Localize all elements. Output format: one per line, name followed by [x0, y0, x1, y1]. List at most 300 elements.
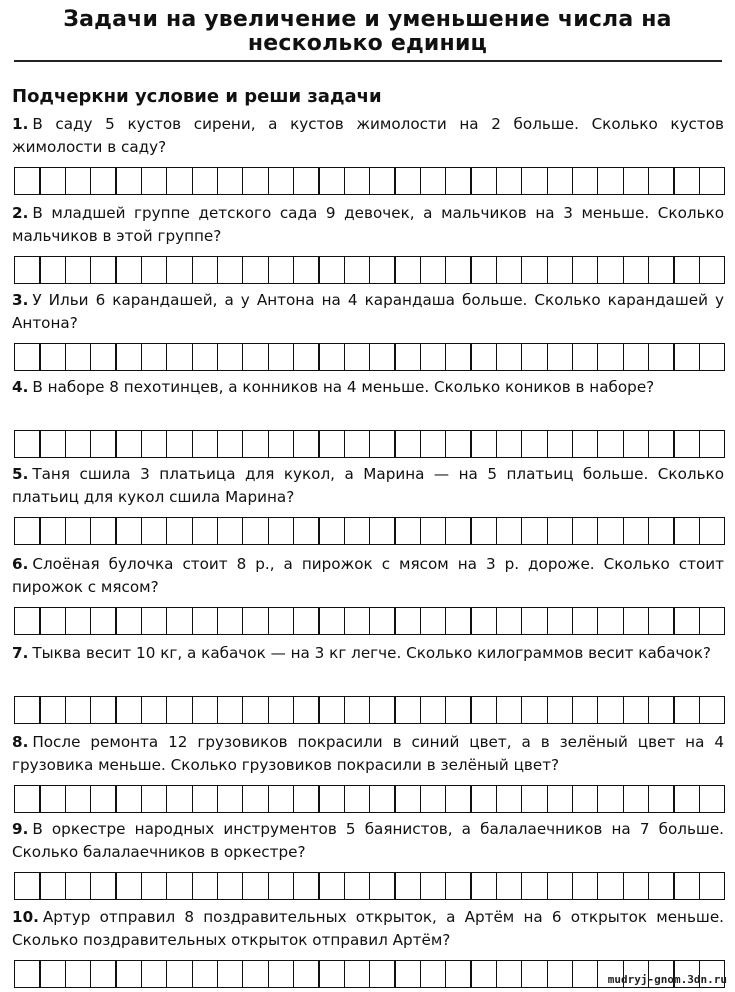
- answer-cell[interactable]: [420, 430, 447, 458]
- problem-7: [12, 642, 724, 724]
- answer-cell[interactable]: [623, 430, 650, 458]
- answer-cell[interactable]: [115, 872, 142, 900]
- answer-cell[interactable]: [648, 785, 675, 813]
- answer-cell[interactable]: [141, 256, 168, 284]
- answer-cell[interactable]: [470, 872, 497, 900]
- answer-cell[interactable]: [115, 785, 142, 813]
- answer-cell[interactable]: [572, 343, 599, 371]
- answer-cell[interactable]: [496, 785, 523, 813]
- answer-cell[interactable]: [420, 607, 447, 635]
- answer-cell[interactable]: [192, 167, 219, 195]
- answer-cell[interactable]: [318, 696, 345, 724]
- answer-cell[interactable]: [293, 167, 320, 195]
- answer-cell[interactable]: [192, 960, 219, 988]
- answer-cell[interactable]: [521, 256, 548, 284]
- answer-cell[interactable]: [90, 872, 117, 900]
- answer-cell[interactable]: [192, 872, 219, 900]
- problem-text: [12, 463, 724, 509]
- answer-cell[interactable]: [115, 696, 142, 724]
- answer-cell[interactable]: [597, 607, 624, 635]
- answer-cell[interactable]: [166, 343, 193, 371]
- answer-cell[interactable]: [65, 343, 92, 371]
- answer-cell[interactable]: [470, 430, 497, 458]
- answer-cell[interactable]: [141, 872, 168, 900]
- answer-cell[interactable]: [597, 872, 624, 900]
- answer-grid[interactable]: [14, 517, 724, 545]
- answer-cell[interactable]: [14, 256, 41, 284]
- answer-cell[interactable]: [547, 343, 574, 371]
- answer-cell[interactable]: [369, 872, 396, 900]
- answer-cell[interactable]: [318, 607, 345, 635]
- answer-cell[interactable]: [242, 607, 269, 635]
- answer-cell[interactable]: [623, 167, 650, 195]
- answer-cell[interactable]: [14, 607, 41, 635]
- answer-cell[interactable]: [14, 430, 41, 458]
- answer-cell[interactable]: [115, 343, 142, 371]
- answer-cell[interactable]: [547, 517, 574, 545]
- answer-cell[interactable]: [572, 256, 599, 284]
- answer-cell[interactable]: [496, 696, 523, 724]
- answer-cell[interactable]: [293, 256, 320, 284]
- answer-cell[interactable]: [192, 430, 219, 458]
- answer-cell[interactable]: [293, 607, 320, 635]
- answer-cell[interactable]: [369, 696, 396, 724]
- answer-cell[interactable]: [217, 872, 244, 900]
- answer-cell[interactable]: [420, 872, 447, 900]
- problem-number: 10.: [12, 908, 39, 926]
- answer-cell[interactable]: [623, 696, 650, 724]
- answer-cell[interactable]: [369, 167, 396, 195]
- answer-cell[interactable]: [547, 696, 574, 724]
- answer-cell[interactable]: [648, 696, 675, 724]
- problem-number: 9.: [12, 820, 29, 838]
- answer-cell[interactable]: [65, 167, 92, 195]
- answer-cell[interactable]: [521, 872, 548, 900]
- answer-cell[interactable]: [344, 960, 371, 988]
- answer-cell[interactable]: [65, 960, 92, 988]
- answer-cell[interactable]: [268, 167, 295, 195]
- answer-cell[interactable]: [90, 517, 117, 545]
- answer-cell[interactable]: [268, 256, 295, 284]
- answer-cell[interactable]: [369, 607, 396, 635]
- answer-cell[interactable]: [445, 607, 472, 635]
- answer-cell[interactable]: [242, 960, 269, 988]
- answer-cell[interactable]: [141, 785, 168, 813]
- answer-cell[interactable]: [242, 167, 269, 195]
- answer-grid[interactable]: [14, 430, 724, 458]
- answer-cell[interactable]: [268, 872, 295, 900]
- answer-cell[interactable]: [39, 785, 66, 813]
- answer-cell[interactable]: [648, 167, 675, 195]
- answer-cell[interactable]: [14, 167, 41, 195]
- problem-text: [12, 376, 724, 422]
- answer-cell[interactable]: [39, 872, 66, 900]
- answer-cell[interactable]: [572, 872, 599, 900]
- answer-cell[interactable]: [318, 872, 345, 900]
- answer-cell[interactable]: [217, 167, 244, 195]
- title-line-2: несколько единиц: [247, 31, 488, 56]
- answer-cell[interactable]: [268, 696, 295, 724]
- answer-grid[interactable]: [14, 607, 724, 635]
- answer-cell[interactable]: [141, 430, 168, 458]
- answer-cell[interactable]: [445, 256, 472, 284]
- answer-cell[interactable]: [115, 517, 142, 545]
- answer-cell[interactable]: [369, 960, 396, 988]
- answer-cell[interactable]: [547, 960, 574, 988]
- answer-cell[interactable]: [318, 785, 345, 813]
- answer-cell[interactable]: [344, 517, 371, 545]
- problem-6: [12, 553, 724, 635]
- answer-cell[interactable]: [699, 343, 726, 371]
- answer-cell[interactable]: [14, 785, 41, 813]
- answer-cell[interactable]: [65, 517, 92, 545]
- answer-cell[interactable]: [673, 430, 700, 458]
- answer-cell[interactable]: [39, 696, 66, 724]
- answer-cell[interactable]: [547, 785, 574, 813]
- answer-cell[interactable]: [293, 517, 320, 545]
- answer-cell[interactable]: [344, 785, 371, 813]
- answer-cell[interactable]: [293, 430, 320, 458]
- answer-cell[interactable]: [318, 343, 345, 371]
- answer-cell[interactable]: [597, 696, 624, 724]
- answer-cell[interactable]: [90, 607, 117, 635]
- answer-cell[interactable]: [394, 607, 421, 635]
- answer-cell[interactable]: [394, 167, 421, 195]
- answer-cell[interactable]: [293, 960, 320, 988]
- answer-cell[interactable]: [242, 872, 269, 900]
- answer-cell[interactable]: [623, 607, 650, 635]
- answer-cell[interactable]: [14, 872, 41, 900]
- answer-cell[interactable]: [673, 696, 700, 724]
- answer-cell[interactable]: [166, 517, 193, 545]
- problem-statement: Таня сшила 3 платьица для кукол, а Марина — на 5 платьиц больше. Сколько платьиц для кукол сшила Марина?: [12, 465, 724, 506]
- answer-cell[interactable]: [293, 872, 320, 900]
- answer-cell[interactable]: [572, 960, 599, 988]
- answer-cell[interactable]: [470, 696, 497, 724]
- answer-cell[interactable]: [445, 785, 472, 813]
- answer-cell[interactable]: [115, 256, 142, 284]
- answer-cell[interactable]: [268, 430, 295, 458]
- answer-cell[interactable]: [521, 960, 548, 988]
- answer-cell[interactable]: [420, 785, 447, 813]
- answer-cell[interactable]: [39, 430, 66, 458]
- answer-cell[interactable]: [394, 785, 421, 813]
- answer-cell[interactable]: [673, 517, 700, 545]
- answer-cell[interactable]: [623, 343, 650, 371]
- answer-cell[interactable]: [268, 343, 295, 371]
- answer-cell[interactable]: [521, 343, 548, 371]
- answer-cell[interactable]: [521, 430, 548, 458]
- answer-cell[interactable]: [318, 960, 345, 988]
- answer-cell[interactable]: [344, 607, 371, 635]
- answer-cell[interactable]: [39, 517, 66, 545]
- answer-cell[interactable]: [521, 785, 548, 813]
- answer-cell[interactable]: [420, 167, 447, 195]
- answer-cell[interactable]: [394, 430, 421, 458]
- answer-cell[interactable]: [394, 256, 421, 284]
- answer-cell[interactable]: [547, 256, 574, 284]
- answer-cell[interactable]: [699, 872, 726, 900]
- answer-cell[interactable]: [344, 343, 371, 371]
- answer-cell[interactable]: [65, 607, 92, 635]
- answer-cell[interactable]: [115, 167, 142, 195]
- answer-cell[interactable]: [496, 256, 523, 284]
- answer-cell[interactable]: [521, 167, 548, 195]
- answer-cell[interactable]: [192, 785, 219, 813]
- answer-cell[interactable]: [496, 430, 523, 458]
- answer-cell[interactable]: [648, 343, 675, 371]
- answer-cell[interactable]: [39, 960, 66, 988]
- answer-cell[interactable]: [166, 696, 193, 724]
- answer-cell[interactable]: [572, 430, 599, 458]
- answer-cell[interactable]: [521, 607, 548, 635]
- answer-cell[interactable]: [65, 872, 92, 900]
- answer-cell[interactable]: [445, 343, 472, 371]
- answer-cell[interactable]: [673, 785, 700, 813]
- answer-cell[interactable]: [369, 430, 396, 458]
- answer-cell[interactable]: [318, 167, 345, 195]
- answer-cell[interactable]: [623, 256, 650, 284]
- answer-cell[interactable]: [521, 696, 548, 724]
- answer-cell[interactable]: [420, 696, 447, 724]
- answer-cell[interactable]: [166, 960, 193, 988]
- answer-cell[interactable]: [547, 167, 574, 195]
- answer-cell[interactable]: [521, 517, 548, 545]
- answer-cell[interactable]: [648, 517, 675, 545]
- answer-cell[interactable]: [90, 696, 117, 724]
- answer-cell[interactable]: [597, 517, 624, 545]
- answer-cell[interactable]: [572, 785, 599, 813]
- answer-cell[interactable]: [242, 517, 269, 545]
- answer-cell[interactable]: [420, 517, 447, 545]
- answer-cell[interactable]: [90, 785, 117, 813]
- answer-cell[interactable]: [217, 343, 244, 371]
- answer-cell[interactable]: [217, 607, 244, 635]
- answer-cell[interactable]: [318, 430, 345, 458]
- answer-cell[interactable]: [445, 960, 472, 988]
- answer-cell[interactable]: [217, 430, 244, 458]
- answer-cell[interactable]: [470, 167, 497, 195]
- answer-cell[interactable]: [242, 256, 269, 284]
- answer-cell[interactable]: [192, 607, 219, 635]
- answer-cell[interactable]: [39, 607, 66, 635]
- answer-cell[interactable]: [242, 430, 269, 458]
- answer-cell[interactable]: [470, 517, 497, 545]
- answer-cell[interactable]: [90, 256, 117, 284]
- answer-cell[interactable]: [115, 960, 142, 988]
- answer-cell[interactable]: [394, 343, 421, 371]
- answer-cell[interactable]: [166, 256, 193, 284]
- answer-cell[interactable]: [572, 167, 599, 195]
- answer-cell[interactable]: [192, 343, 219, 371]
- answer-cell[interactable]: [115, 607, 142, 635]
- answer-cell[interactable]: [496, 343, 523, 371]
- answer-cell[interactable]: [597, 343, 624, 371]
- answer-cell[interactable]: [344, 430, 371, 458]
- answer-cell[interactable]: [115, 430, 142, 458]
- answer-cell[interactable]: [192, 696, 219, 724]
- answer-cell[interactable]: [648, 256, 675, 284]
- answer-grid[interactable]: [14, 696, 724, 724]
- answer-cell[interactable]: [648, 607, 675, 635]
- answer-cell[interactable]: [217, 517, 244, 545]
- answer-cell[interactable]: [547, 430, 574, 458]
- answer-cell[interactable]: [141, 607, 168, 635]
- answer-cell[interactable]: [141, 960, 168, 988]
- answer-cell[interactable]: [597, 167, 624, 195]
- answer-cell[interactable]: [445, 517, 472, 545]
- answer-cell[interactable]: [673, 343, 700, 371]
- answer-cell[interactable]: [141, 696, 168, 724]
- answer-cell[interactable]: [14, 343, 41, 371]
- answer-cell[interactable]: [293, 785, 320, 813]
- problem-text: [12, 818, 724, 864]
- answer-cell[interactable]: [597, 785, 624, 813]
- answer-cell[interactable]: [166, 785, 193, 813]
- answer-cell[interactable]: [673, 256, 700, 284]
- answer-cell[interactable]: [192, 256, 219, 284]
- answer-cell[interactable]: [369, 343, 396, 371]
- answer-cell[interactable]: [420, 343, 447, 371]
- answer-cell[interactable]: [39, 343, 66, 371]
- answer-cell[interactable]: [141, 343, 168, 371]
- answer-cell[interactable]: [39, 167, 66, 195]
- answer-cell[interactable]: [699, 607, 726, 635]
- answer-cell[interactable]: [572, 607, 599, 635]
- answer-cell[interactable]: [166, 167, 193, 195]
- answer-cell[interactable]: [90, 430, 117, 458]
- answer-cell[interactable]: [496, 607, 523, 635]
- answer-cell[interactable]: [470, 256, 497, 284]
- answer-cell[interactable]: [166, 872, 193, 900]
- answer-cell[interactable]: [344, 167, 371, 195]
- answer-cell[interactable]: [470, 343, 497, 371]
- answer-cell[interactable]: [496, 517, 523, 545]
- answer-cell[interactable]: [369, 785, 396, 813]
- answer-cell[interactable]: [217, 785, 244, 813]
- answer-cell[interactable]: [344, 872, 371, 900]
- answer-cell[interactable]: [445, 696, 472, 724]
- answer-grid[interactable]: [14, 167, 724, 195]
- answer-cell[interactable]: [268, 960, 295, 988]
- answer-cell[interactable]: [470, 960, 497, 988]
- answer-cell[interactable]: [344, 256, 371, 284]
- answer-cell[interactable]: [217, 256, 244, 284]
- answer-cell[interactable]: [268, 517, 295, 545]
- answer-grid[interactable]: [14, 256, 724, 284]
- answer-cell[interactable]: [470, 785, 497, 813]
- answer-cell[interactable]: [623, 785, 650, 813]
- answer-cell[interactable]: [166, 430, 193, 458]
- answer-cell[interactable]: [648, 872, 675, 900]
- answer-cell[interactable]: [496, 167, 523, 195]
- answer-cell[interactable]: [648, 430, 675, 458]
- answer-cell[interactable]: [318, 256, 345, 284]
- answer-cell[interactable]: [14, 517, 41, 545]
- answer-cell[interactable]: [141, 167, 168, 195]
- answer-cell[interactable]: [39, 256, 66, 284]
- answer-cell[interactable]: [394, 872, 421, 900]
- answer-cell[interactable]: [65, 430, 92, 458]
- answer-cell[interactable]: [470, 607, 497, 635]
- answer-cell[interactable]: [623, 517, 650, 545]
- answer-cell[interactable]: [65, 785, 92, 813]
- answer-cell[interactable]: [293, 696, 320, 724]
- problem-4: [12, 376, 724, 458]
- answer-cell[interactable]: [673, 607, 700, 635]
- answer-cell[interactable]: [572, 517, 599, 545]
- answer-cell[interactable]: [699, 256, 726, 284]
- answer-cell[interactable]: [699, 167, 726, 195]
- problem-number: 8.: [12, 733, 29, 751]
- answer-grid[interactable]: [14, 785, 724, 813]
- answer-cell[interactable]: [673, 872, 700, 900]
- answer-cell[interactable]: [394, 960, 421, 988]
- answer-cell[interactable]: [268, 785, 295, 813]
- answer-cell[interactable]: [445, 872, 472, 900]
- answer-cell[interactable]: [547, 607, 574, 635]
- answer-cell[interactable]: [192, 517, 219, 545]
- answer-cell[interactable]: [293, 343, 320, 371]
- problem-number: 5.: [12, 465, 29, 483]
- answer-grid[interactable]: [14, 872, 724, 900]
- answer-cell[interactable]: [217, 960, 244, 988]
- answer-cell[interactable]: [623, 872, 650, 900]
- answer-cell[interactable]: [699, 430, 726, 458]
- answer-cell[interactable]: [166, 607, 193, 635]
- answer-cell[interactable]: [14, 696, 41, 724]
- answer-cell[interactable]: [90, 167, 117, 195]
- answer-grid[interactable]: [14, 343, 724, 371]
- answer-cell[interactable]: [445, 430, 472, 458]
- answer-cell[interactable]: [242, 785, 269, 813]
- answer-cell[interactable]: [90, 960, 117, 988]
- answer-cell[interactable]: [420, 960, 447, 988]
- answer-cell[interactable]: [65, 256, 92, 284]
- answer-cell[interactable]: [369, 256, 396, 284]
- answer-cell[interactable]: [268, 607, 295, 635]
- answer-cell[interactable]: [597, 430, 624, 458]
- problem-text: [12, 113, 724, 159]
- answer-cell[interactable]: [90, 343, 117, 371]
- answer-cell[interactable]: [394, 696, 421, 724]
- answer-cell[interactable]: [318, 517, 345, 545]
- answer-cell[interactable]: [141, 517, 168, 545]
- answer-cell[interactable]: [673, 167, 700, 195]
- answer-cell[interactable]: [572, 696, 599, 724]
- answer-cell[interactable]: [547, 872, 574, 900]
- answer-cell[interactable]: [699, 696, 726, 724]
- answer-cell[interactable]: [217, 696, 244, 724]
- answer-cell[interactable]: [496, 872, 523, 900]
- answer-cell[interactable]: [242, 696, 269, 724]
- answer-cell[interactable]: [699, 785, 726, 813]
- answer-cell[interactable]: [394, 517, 421, 545]
- problem-number: 2.: [12, 204, 29, 222]
- answer-cell[interactable]: [242, 343, 269, 371]
- answer-cell[interactable]: [65, 696, 92, 724]
- problem-9: [12, 818, 724, 900]
- answer-cell[interactable]: [14, 960, 41, 988]
- answer-cell[interactable]: [496, 960, 523, 988]
- answer-cell[interactable]: [699, 517, 726, 545]
- answer-cell[interactable]: [597, 256, 624, 284]
- answer-cell[interactable]: [344, 696, 371, 724]
- problem-number: 7.: [12, 644, 29, 662]
- answer-cell[interactable]: [369, 517, 396, 545]
- answer-cell[interactable]: [445, 167, 472, 195]
- answer-cell[interactable]: [420, 256, 447, 284]
